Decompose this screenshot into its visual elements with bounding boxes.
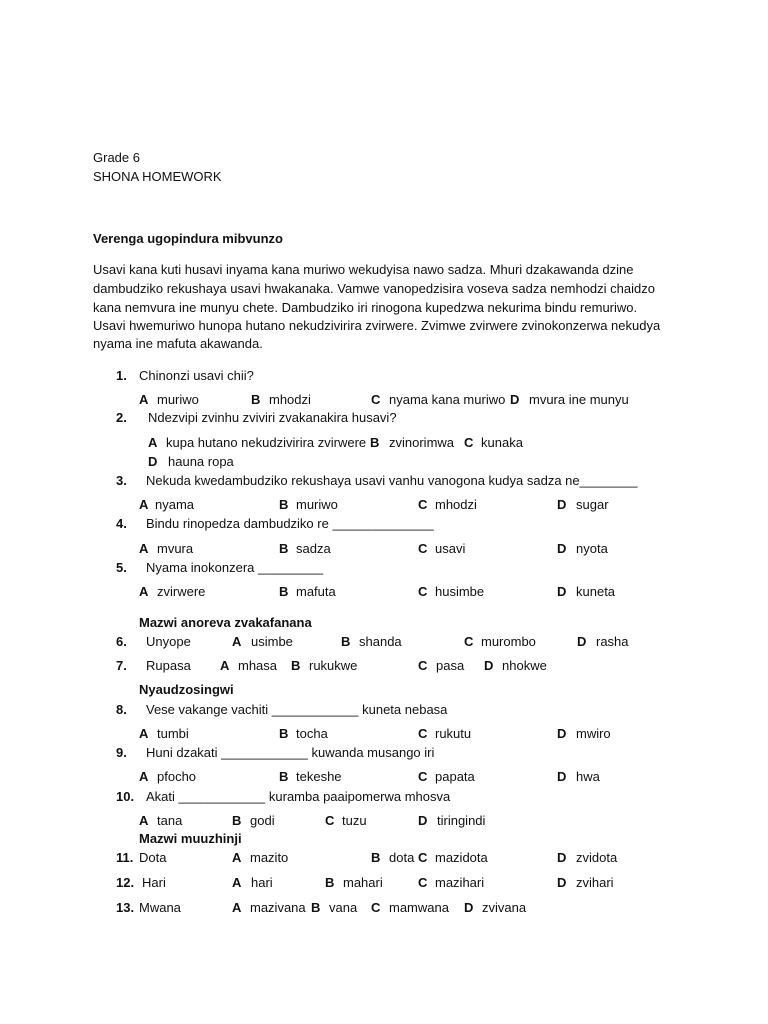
passage-line: Usavi hwemuriwo hunopa hutano nekudzivirira zvirwere. Zvimwe zvirwere zvinokonzerwa nekudya [93, 318, 661, 333]
question-number: 11. [116, 850, 134, 865]
option-letter: A [148, 435, 158, 450]
instruction-heading: Verenga ugopindura mibvunzo [93, 231, 283, 246]
option-text: usimbe [251, 634, 293, 649]
option-letter: A [220, 658, 230, 673]
option-text: husimbe [435, 584, 485, 599]
option-text: rasha [596, 634, 629, 649]
option-text: mazihari [435, 875, 485, 890]
option-text: sadza [296, 541, 331, 556]
option-letter: B [279, 769, 289, 784]
option-text: vana [329, 900, 358, 915]
option-letter: A [139, 392, 149, 407]
section-heading: Mazwi anoreva zvakafanana [139, 615, 312, 630]
question-text: Nekuda kwedambudziko rekushaya usavi vanhu vanogona kudya sadza ne________ [146, 473, 638, 488]
question-text: Mwana [139, 900, 181, 915]
option-letter: B [251, 392, 261, 407]
question-number: 13. [116, 900, 135, 915]
option-text: nyota [576, 541, 608, 556]
passage-line: dambudziko rekushaya usavi hwakanaka. Vamwe vanopedzisira voseva sadza nemhodzi chaidzo [93, 281, 655, 296]
option-letter: D [577, 634, 587, 649]
option-text: mvura [157, 541, 194, 556]
question-text: Bindu rinopedza dambudziko re ______________ [146, 516, 434, 531]
option-letter: B [279, 584, 289, 599]
option-text: kupa hutano nekudzivirira zvirwere [166, 435, 367, 450]
option-text: zvidota [576, 850, 618, 865]
option-text: rukutu [435, 726, 472, 741]
option-text: tiringindi [437, 813, 486, 828]
option-letter: D [557, 769, 567, 784]
option-letter: B [341, 634, 351, 649]
question-number: 3. [116, 473, 127, 488]
option-letter: C [371, 900, 381, 915]
option-text: nyama [155, 497, 195, 512]
option-text: zvihari [576, 875, 614, 890]
question-text: Ndezvipi zvinhu zviviri zvakanakira husavi? [148, 410, 397, 425]
option-letter: A [232, 850, 242, 865]
option-letter: C [418, 850, 428, 865]
option-letter: B [371, 850, 381, 865]
option-letter: B [325, 875, 335, 890]
option-text: mhodzi [269, 392, 311, 407]
question-number: 6. [116, 634, 127, 649]
option-text: hari [251, 875, 273, 890]
option-letter: B [291, 658, 301, 673]
option-text: mahari [343, 875, 383, 890]
option-letter: B [311, 900, 321, 915]
passage-line: kana nemvura ine munyu chete. Dambudziko iri rinogona kupedzwa nekurima bindu remuriwo. [93, 300, 638, 315]
option-text: zvinorimwa [389, 435, 455, 450]
section-heading: Nyaudzosingwi [139, 682, 234, 697]
option-text: muriwo [296, 497, 338, 512]
option-letter: C [418, 875, 428, 890]
question-number: 2. [116, 410, 127, 425]
option-text: kunaka [481, 435, 523, 450]
option-text: rukukwe [309, 658, 358, 673]
question-number: 5. [116, 560, 127, 575]
option-letter: D [557, 584, 567, 599]
option-letter: D [557, 497, 567, 512]
option-letter: A [139, 813, 149, 828]
option-letter: D [557, 875, 567, 890]
question-number: 1. [116, 368, 127, 383]
option-letter: C [418, 769, 428, 784]
option-letter: C [418, 658, 428, 673]
option-text: sugar [576, 497, 609, 512]
option-letter: C [464, 435, 474, 450]
question-number: 10. [116, 789, 135, 804]
option-letter: D [557, 726, 567, 741]
question-text: Chinonzi usavi chii? [139, 368, 254, 383]
question-text: Dota [139, 850, 167, 865]
option-letter: C [418, 541, 428, 556]
question-text: Rupasa [146, 658, 191, 673]
option-letter: A [139, 497, 149, 512]
option-letter: A [232, 634, 242, 649]
question-number: 8. [116, 702, 127, 717]
option-text: mvura ine munyu [529, 392, 629, 407]
option-letter: C [325, 813, 335, 828]
option-letter: D [418, 813, 428, 828]
option-letter: A [139, 541, 149, 556]
option-letter: A [232, 875, 242, 890]
option-letter: D [484, 658, 494, 673]
option-text: zvirwere [157, 584, 206, 599]
option-text: hauna ropa [168, 454, 234, 469]
option-text: pasa [436, 658, 465, 673]
option-text: mazito [250, 850, 289, 865]
question-number: 7. [116, 658, 127, 673]
option-text: zvivana [482, 900, 527, 915]
option-text: murombo [481, 634, 536, 649]
option-text: mafuta [296, 584, 336, 599]
option-text: nhokwe [502, 658, 547, 673]
option-text: dota [389, 850, 415, 865]
option-text: mhodzi [435, 497, 477, 512]
option-text: hwa [576, 769, 600, 784]
question-text: Hari [142, 875, 166, 890]
option-text: pfocho [157, 769, 197, 784]
option-letter: B [232, 813, 242, 828]
option-letter: B [370, 435, 380, 450]
option-letter: A [139, 584, 149, 599]
option-letter: A [139, 726, 149, 741]
option-letter: D [557, 541, 567, 556]
question-text: Nyama inokonzera _________ [146, 560, 324, 575]
question-number: 12. [116, 875, 135, 890]
option-letter: C [464, 634, 474, 649]
question-number: 4. [116, 516, 127, 531]
option-letter: D [557, 850, 567, 865]
option-text: tekeshe [296, 769, 342, 784]
option-text: nyama kana muriwo [389, 392, 506, 407]
question-text: Akati ____________ kuramba paaipomerwa mhosva [146, 789, 451, 804]
question-number: 9. [116, 745, 127, 760]
option-letter: A [139, 769, 149, 784]
option-letter: D [148, 454, 158, 469]
option-text: usavi [435, 541, 466, 556]
option-text: godi [250, 813, 275, 828]
option-text: muriwo [157, 392, 199, 407]
grade-label: Grade 6 [93, 150, 140, 165]
option-letter: D [510, 392, 520, 407]
option-text: papata [435, 769, 475, 784]
option-text: tumbi [157, 726, 189, 741]
option-letter: C [371, 392, 381, 407]
option-letter: C [418, 497, 428, 512]
option-text: kuneta [576, 584, 616, 599]
passage-line: nyama ine mafuta akawanda. [93, 336, 263, 351]
option-text: mazidota [435, 850, 488, 865]
option-letter: D [464, 900, 474, 915]
option-letter: B [279, 497, 289, 512]
option-letter: B [279, 726, 289, 741]
option-letter: C [418, 584, 428, 599]
option-text: mwiro [576, 726, 611, 741]
subject-title: SHONA HOMEWORK [93, 169, 222, 184]
option-text: mhasa [238, 658, 278, 673]
passage-line: Usavi kana kuti husavi inyama kana muriwo wekudyisa nawo sadza. Mhuri dzakawanda dzine [93, 262, 634, 277]
option-letter: A [232, 900, 242, 915]
option-text: tana [157, 813, 183, 828]
option-text: mazivana [250, 900, 306, 915]
option-text: mamwana [389, 900, 449, 915]
option-letter: C [418, 726, 428, 741]
section-heading: Mazwi muuzhinji [139, 831, 242, 846]
option-text: shanda [359, 634, 402, 649]
question-text: Vese vakange vachiti ____________ kuneta nebasa [146, 702, 448, 717]
option-text: tuzu [342, 813, 367, 828]
option-letter: B [279, 541, 289, 556]
question-text: Huni dzakati ____________ kuwanda musango iri [146, 745, 435, 760]
question-text: Unyope [146, 634, 191, 649]
option-text: tocha [296, 726, 328, 741]
